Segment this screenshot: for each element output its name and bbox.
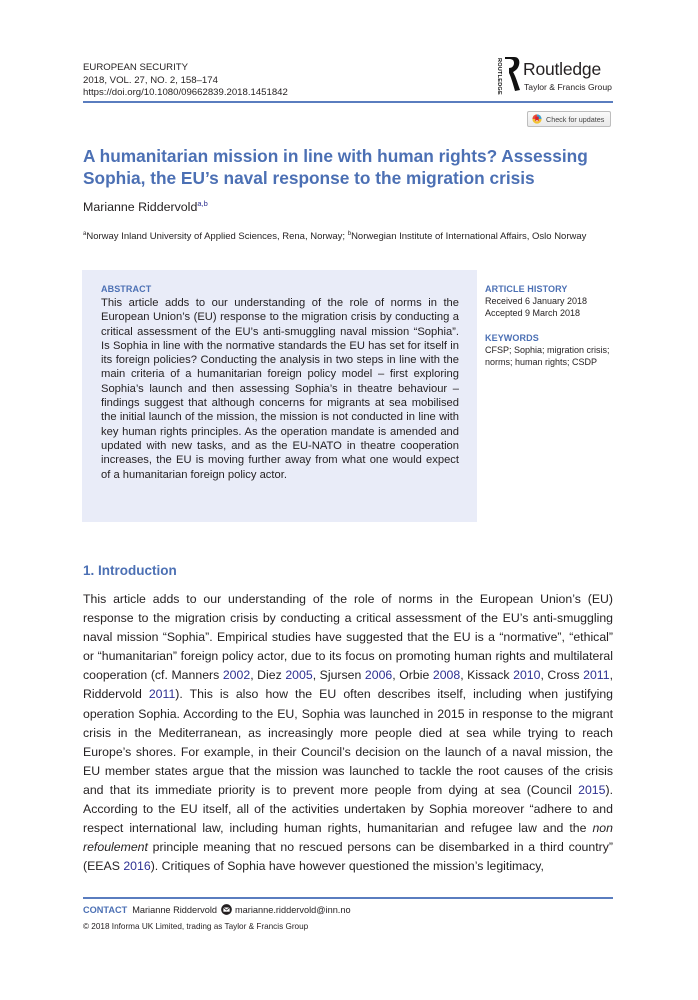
contact-email-link[interactable]: marianne.riddervold@inn.no	[235, 904, 351, 915]
author-affiliation-marks[interactable]: a,b	[197, 199, 208, 208]
affiliations	[83, 228, 613, 244]
article-title: A humanitarian mission in line with human rights? Assessing Sophia, the EU’s naval response to the migration crisis	[83, 146, 588, 188]
introduction-paragraph	[83, 590, 613, 876]
received-date: Received 6 January 2018	[485, 295, 588, 306]
body-text-run: principle meaning that no rescued persons can be disembarked in a third country” (EEAS	[83, 840, 613, 874]
abstract-text: This article adds to our understanding of the role of norms in the European Union’s (EU) response to the migration crisis by conducting a critical assessment of the EU’s anti-smuggling naval mission “Sophia”. Is Sophia in line with the normative standards the EU has set for itself in its foreign policies? Conducting the analysis in two steps in line with the main criteria of a humanitarian foreign policy model – first exploring Sophia’s launch and then assessing Sophia’s in theatre behaviour – findings suggest that although concerns for migrants at sea mobilised the initial launch of the mission, the mission is not conducted in line with key human rights principles. As the operation mandate is amended and updated with new tasks, and as the EU-NATO in theatre cooperation increases, the EU is moving further away from what one would expect of a humanitarian foreign policy actor.	[101, 297, 459, 481]
article-sidebar	[485, 284, 625, 368]
citation-link[interactable]: 2005	[285, 668, 313, 683]
body-text-run: This article adds to our understanding of the role of norms in the European Union’s (EU) response to the migration crisis by conducting a critical assessment of the EU’s anti-smuggling naval mission “Sophia”. Empirical studies have suggested that the EU is a “normative”, “ethical” or “humanitarian” foreign policy actor, due to its focus on promoting human rights and multilateral cooperation (cf. Manners	[83, 592, 613, 683]
affiliation-text: Norwegian Institute of International Affairs, Oslo Norway	[351, 231, 587, 242]
body-text-run: , Cross	[540, 668, 584, 683]
body-text-run: , Kissack	[460, 668, 514, 683]
citation-link[interactable]: 2011	[148, 687, 176, 702]
doi-link[interactable]: https://doi.org/10.1080/09662839.2018.1451842	[83, 87, 288, 99]
section-heading-introduction: 1. Introduction	[83, 563, 177, 578]
citation-link[interactable]: 2008	[432, 668, 461, 683]
citation-link[interactable]: 2015	[578, 782, 606, 797]
contact-name: Marianne Riddervold	[132, 904, 218, 915]
check-for-updates-button[interactable]	[527, 111, 611, 127]
header-rule	[83, 101, 613, 103]
check-for-updates-label: Check for updates	[546, 114, 605, 124]
italic-text: non refoulement	[83, 821, 613, 855]
copyright-notice: © 2018 Informa UK Limited, trading as Taylor & Francis Group	[83, 922, 309, 931]
affiliation-mark: a	[83, 231, 87, 237]
logo-vertical-text: ROUTLEDGE	[496, 58, 502, 95]
body-text-run: , Orbie	[392, 668, 433, 683]
body-text-run: , Diez	[250, 668, 286, 683]
crossmark-icon	[532, 114, 542, 124]
affiliation-mark: b	[347, 231, 352, 237]
keywords-heading: KEYWORDS	[485, 332, 539, 343]
footer-rule	[83, 897, 613, 899]
contact-label: CONTACT	[83, 904, 128, 915]
routledge-logo	[494, 58, 624, 98]
affiliation-text: Norway Inland University of Applied Sciences, Rena, Norway;	[86, 231, 348, 242]
author-name: Marianne Riddervold	[83, 200, 198, 214]
journal-name: EUROPEAN SECURITY	[83, 62, 189, 73]
envelope-icon	[221, 904, 232, 915]
body-text-run: , Sjursen	[312, 668, 365, 683]
accepted-date: Accepted 9 March 2018	[485, 307, 581, 318]
citation-link[interactable]: 2011	[583, 668, 610, 683]
journal-volume: 2018, VOL. 27, NO. 2, 158–174	[83, 74, 218, 86]
citation-link[interactable]: 2016	[123, 859, 151, 874]
keywords-list: CFSP; Sophia; migration crisis; norms; human rights; CSDP	[485, 344, 610, 367]
body-text-run: ). This is also how the EU often describes itself, including when justifying operation Sophia. According to the EU, Sophia was launched in 2015 in response to the migrant crisis in the Mediterranean, as increasingly more people died at sea while trying to reach Europe’s shores. For example, in their Council’s decision on the launch of a naval mission, the EU member states argue that the mission was launched to tackle the root causes of the crisis and that its immediate priority is to prevent more people from dying at sea (Council	[83, 687, 614, 797]
author-line	[83, 199, 208, 214]
publisher-name: Routledge	[523, 59, 601, 79]
routledge-r-icon	[503, 56, 521, 92]
publisher-group: Taylor & Francis Group	[524, 82, 612, 92]
body-text-run: ). Critiques of Sophia have however questioned the mission’s legitimacy,	[150, 859, 544, 874]
contact-line	[83, 904, 351, 915]
article-history-heading: ARTICLE HISTORY	[485, 284, 568, 294]
journal-meta	[83, 62, 288, 100]
body-text-run: ). According to the EU itself, all of the activities undertaken by Sophia moreover “adhere to and respect international law, including human rights, humanitarian and refugee law and the	[83, 782, 613, 836]
abstract-heading: ABSTRACT	[101, 284, 152, 294]
citation-link[interactable]: 2002	[222, 668, 251, 683]
citation-link[interactable]: 2010	[513, 668, 541, 683]
body-text-run: , Riddervold	[83, 668, 613, 702]
citation-link[interactable]: 2006	[364, 668, 393, 683]
